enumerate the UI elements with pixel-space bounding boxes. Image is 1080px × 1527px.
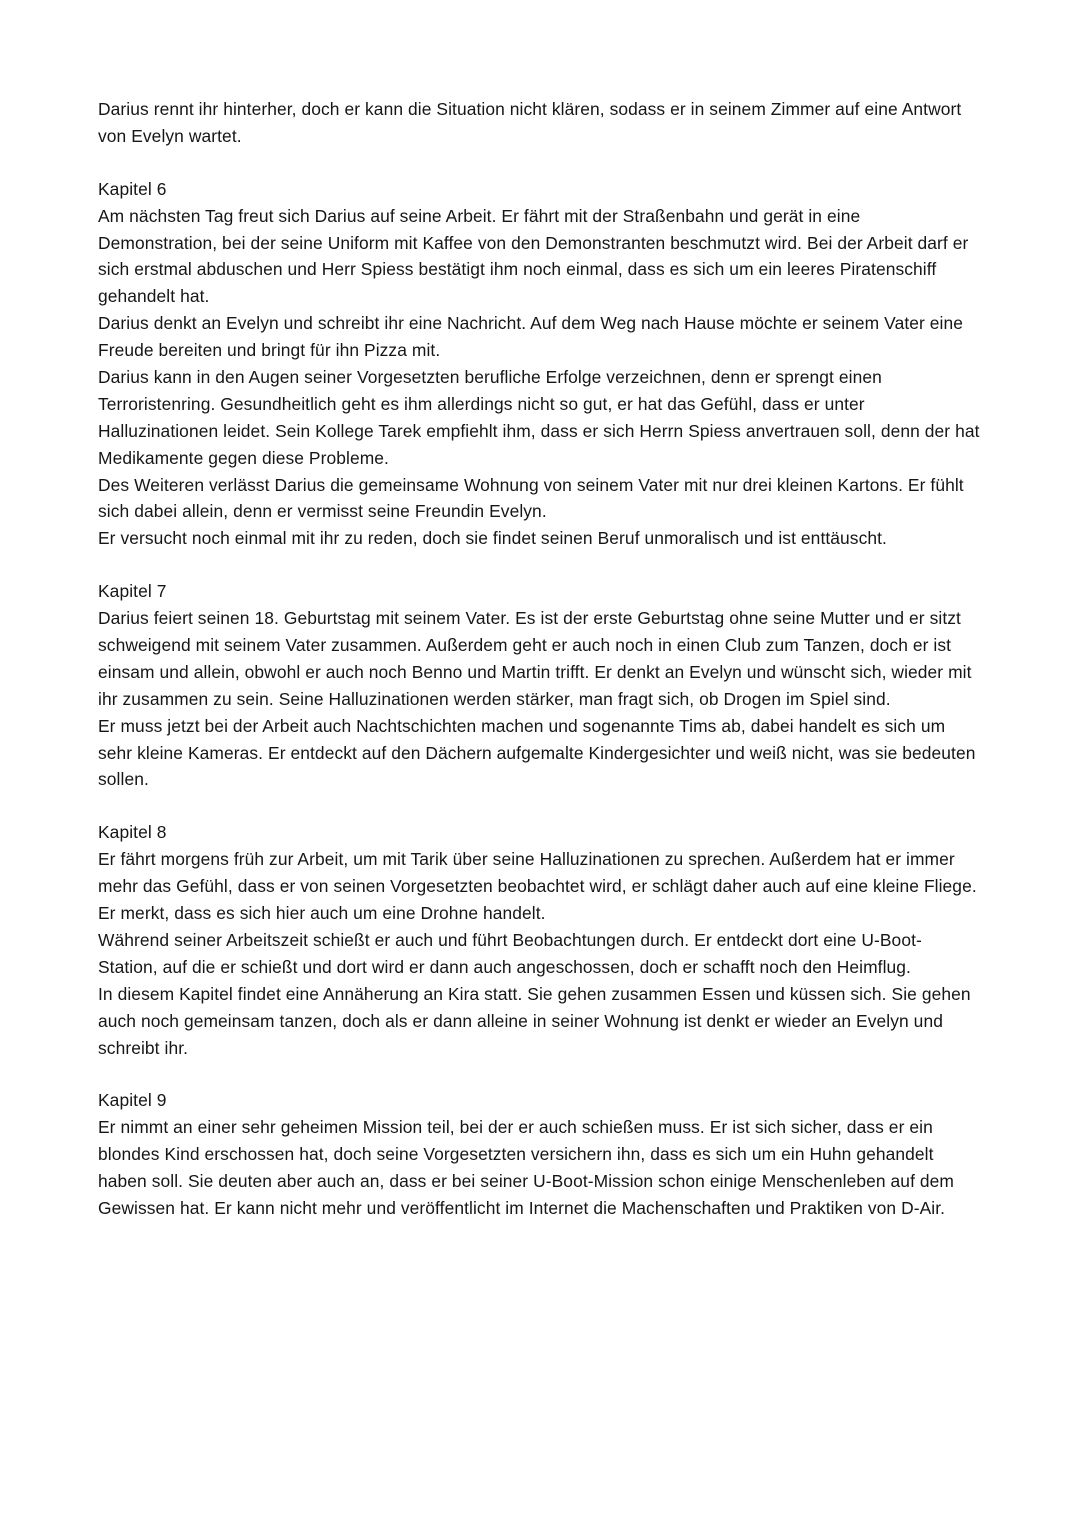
section-paragraph: Des Weiteren verlässt Darius die gemeinsame Wohnung von seinem Vater mit nur drei kleinen Kartons. Er fühlt sich dabei allein, denn er vermisst seine Freundin Evelyn. xyxy=(98,474,964,522)
section-paragraph: Während seiner Arbeitszeit schießt er auch und führt Beobachtungen durch. Er entdeckt dort eine U-Boot-Station, auf die er schießt und dort wird er dann auch angeschossen, doch er schafft noch den Heimflug. xyxy=(98,929,922,977)
section-heading: Kapitel 8 xyxy=(98,822,167,843)
intro-paragraph: Darius rennt ihr hinterher, doch er kann die Situation nicht klären, sodass er in seinem Zimmer auf eine Antwort von Evelyn wartet. xyxy=(98,99,962,146)
section-paragraph: Er versucht noch einmal mit ihr zu reden, doch sie findet seinen Beruf unmoralisch und ist enttäuscht. xyxy=(98,528,887,549)
section-heading: Kapitel 6 xyxy=(98,178,167,199)
section-heading: Kapitel 7 xyxy=(98,581,167,602)
section-paragraph: In diesem Kapitel findet eine Annäherung an Kira statt. Sie gehen zusammen Essen und küssen sich. Sie gehen auch noch gemeinsam tanzen, doch als er dann alleine in seiner Wohnung ist denkt er wieder an Evelyn und schreibt ihr. xyxy=(98,983,971,1058)
section-kapitel-9 xyxy=(98,1087,980,1221)
section-paragraph: Am nächsten Tag freut sich Darius auf seine Arbeit. Er fährt mit der Straßenbahn und gerät in eine Demonstration, bei der seine Uniform mit Kaffee von den Demonstranten beschmutzt wird. Bei der Arbeit darf er sich erstmal abduschen und Herr Spiess bestätigt ihm noch einmal, dass es sich um ein leeres Piratenschiff gehandelt hat. xyxy=(98,205,969,307)
section-paragraph: Darius feiert seinen 18. Geburtstag mit seinem Vater. Es ist der erste Geburtstag ohne seine Mutter und er sitzt schweigend mit seinem Vater zusammen. Außerdem geht er auch noch in einen Club zum Tanzen, doch er ist einsam und allein, obwohl er auch noch Benno und Martin trifft. Er denkt an Evelyn und wünscht sich, wieder mit ihr zusammen zu sein. Seine Halluzinationen werden stärker, man fragt sich, ob Drogen im Spiel sind. xyxy=(98,608,972,709)
section-kapitel-8 xyxy=(98,819,980,1061)
section-heading: Kapitel 9 xyxy=(98,1090,167,1111)
section-paragraph: Er fährt morgens früh zur Arbeit, um mit Tarik über seine Halluzinationen zu sprechen. Außerdem hat er immer mehr das Gefühl, dass er von seinen Vorgesetzten beobachtet wird, er schlägt daher auch auf eine kleine Fliege. Er merkt, dass es sich hier auch um eine Drohne handelt. xyxy=(98,849,977,924)
intro-block xyxy=(98,96,980,150)
section-kapitel-6 xyxy=(98,176,980,552)
section-paragraph: Er nimmt an einer sehr geheimen Mission teil, bei der er auch schießen muss. Er ist sich sicher, dass er ein blondes Kind erschossen hat, doch seine Vorgesetzten versichern ihn, dass es sich um ein Huhn gehandelt haben soll. Sie deuten aber auch an, dass er bei seiner U-Boot-Mission schon einige Menschenleben auf dem Gewissen hat. Er kann nicht mehr und veröffentlicht im Internet die Machenschaften und Praktiken von D-Air. xyxy=(98,1117,954,1218)
section-paragraph: Er muss jetzt bei der Arbeit auch Nachtschichten machen und sogenannte Tims ab, dabei handelt es sich um sehr kleine Kameras. Er entdeckt auf den Dächern aufgemalte Kindergesichter und weiß nicht, was sie bedeuten sollen. xyxy=(98,715,976,790)
section-paragraph: Darius denkt an Evelyn und schreibt ihr eine Nachricht. Auf dem Weg nach Hause möchte er seinem Vater eine Freude bereiten und bringt für ihn Pizza mit. xyxy=(98,313,964,361)
section-kapitel-7 xyxy=(98,578,980,793)
section-paragraph: Darius kann in den Augen seiner Vorgesetzten berufliche Erfolge verzeichnen, denn er sprengt einen Terroristenring. Gesundheitlich geht es ihm allerdings nicht so gut, er hat das Gefühl, dass er unter Halluzinationen leidet. Sein Kollege Tarek empfiehlt ihm, dass er sich Herrn Spiess anvertrauen soll, denn der hat Medikamente gegen diese Probleme. xyxy=(98,367,980,468)
document-body xyxy=(98,96,980,1222)
